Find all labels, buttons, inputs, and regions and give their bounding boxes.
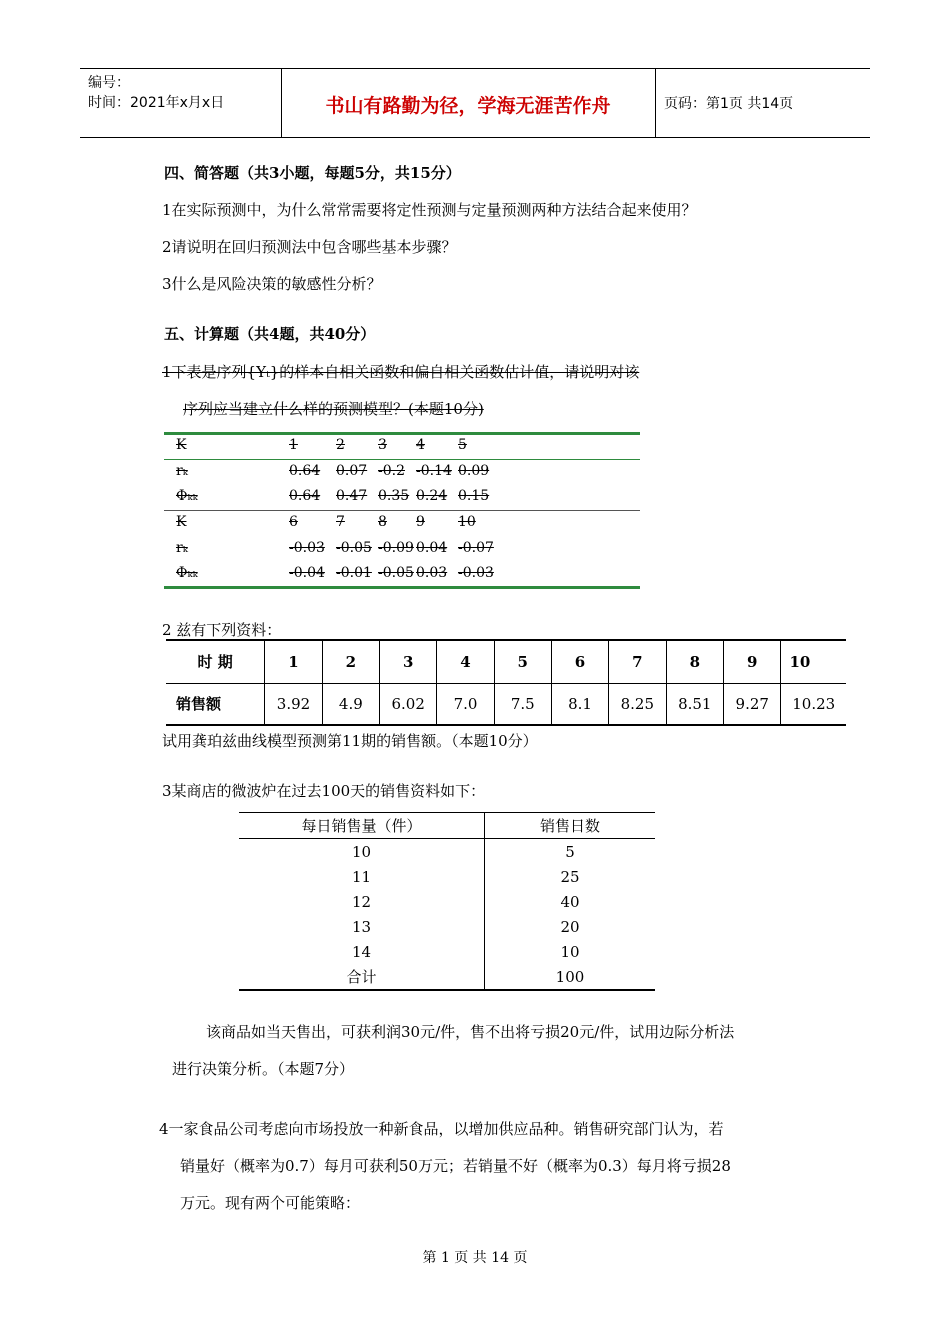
q4-text: 4一家食品公司考虑向市场投放一种新食品，以增加供应品种。销售研究部门认为，若 bbox=[159, 1120, 724, 1138]
row-label: K bbox=[176, 514, 187, 530]
period-label: 时 期 bbox=[197, 653, 233, 672]
table-cell: 10 bbox=[458, 514, 476, 530]
table-row bbox=[166, 683, 846, 725]
table-cell: 3 bbox=[378, 437, 387, 453]
table-cell: 10 bbox=[239, 839, 485, 865]
table-cell: 0.03 bbox=[416, 565, 448, 581]
q4-text: 销量好（概率为0.7）每月可获利50万元；若销量不好（概率为0.3）每月将亏损28 bbox=[180, 1157, 731, 1175]
q4-text: 万元。现有两个可能策略： bbox=[180, 1194, 361, 1212]
table-cell: 1 bbox=[289, 437, 298, 453]
table-rule bbox=[164, 510, 640, 511]
period-cell: 9 bbox=[724, 640, 781, 683]
table-cell: 5 bbox=[565, 842, 575, 861]
table-cell: -0.09 bbox=[378, 540, 414, 556]
period-cell: 3 bbox=[379, 640, 436, 683]
motto: 书山有路勤为径，学海无涯苦作舟 bbox=[325, 95, 611, 117]
table-cell: 14 bbox=[239, 939, 485, 964]
q3-intro: 3某商店的微波炉在过去100天的销售资料如下： bbox=[162, 782, 486, 800]
q3-text: 该商品如当天售出，可获利润30元/件，售不出将亏损20元/件，试用边际分析法 bbox=[206, 1023, 735, 1041]
q3-table bbox=[239, 812, 655, 991]
sales-cell: 6.02 bbox=[379, 683, 436, 725]
table-cell: 10 bbox=[560, 942, 580, 961]
table-cell: 12 bbox=[239, 889, 485, 914]
table-cell: 0.64 bbox=[289, 488, 321, 504]
period-cell: 4 bbox=[437, 640, 494, 683]
table-cell: -0.05 bbox=[336, 540, 372, 556]
section4-question: 1在实际预测中，为什么常常需要将定性预测与定量预测两种方法结合起来使用？ bbox=[162, 201, 697, 219]
q1-text: 序列应当建立什么样的预测模型？(本题10分) bbox=[183, 400, 484, 418]
table-cell: 0.64 bbox=[289, 463, 321, 479]
period-cell: 5 bbox=[494, 640, 551, 683]
row-label: rₖ bbox=[176, 540, 188, 556]
q2-question: 试用龚珀兹曲线模型预测第11期的销售额。（本题10分） bbox=[162, 732, 538, 750]
table-cell: 合计 bbox=[239, 964, 485, 990]
table-row bbox=[239, 889, 655, 914]
table-row bbox=[239, 839, 655, 865]
period-cell: 8 bbox=[666, 640, 723, 683]
sales-cell: 8.51 bbox=[666, 683, 723, 725]
table-cell: 0.15 bbox=[458, 488, 490, 504]
table-cell: -0.03 bbox=[458, 565, 494, 581]
sales-cell: 8.1 bbox=[551, 683, 608, 725]
page-label: 页码：第1页 共14页 bbox=[664, 96, 794, 112]
table-cell: 4 bbox=[416, 437, 425, 453]
table-row bbox=[239, 864, 655, 889]
table-header: 每日销售量（件） bbox=[239, 813, 485, 839]
table-cell: 11 bbox=[239, 864, 485, 889]
period-cell: 6 bbox=[551, 640, 608, 683]
header-divider bbox=[655, 69, 656, 137]
table-cell: -0.14 bbox=[416, 463, 452, 479]
table-row bbox=[239, 813, 655, 839]
sales-label: 销售额 bbox=[176, 695, 222, 714]
sales-cell: 4.9 bbox=[322, 683, 379, 725]
table-cell: 6 bbox=[289, 514, 298, 530]
table-row bbox=[166, 640, 846, 683]
table-cell: 13 bbox=[239, 914, 485, 939]
sales-cell: 9.27 bbox=[724, 683, 781, 725]
row-label: Φₖₖ bbox=[176, 488, 198, 504]
table-cell: 0.07 bbox=[336, 463, 368, 479]
table-cell: 0.24 bbox=[416, 488, 448, 504]
period-cell: 2 bbox=[322, 640, 379, 683]
sales-cell: 7.0 bbox=[437, 683, 494, 725]
row-label: Φₖₖ bbox=[176, 565, 198, 581]
number-label: 编号： bbox=[88, 75, 130, 91]
section4-question: 3什么是风险决策的敏感性分析？ bbox=[162, 275, 382, 293]
sales-cell: 8.25 bbox=[609, 683, 666, 725]
table-cell: 25 bbox=[560, 867, 580, 886]
table-cell: -0.03 bbox=[289, 540, 325, 556]
q2-table bbox=[166, 639, 846, 726]
section5-title: 五、计算题（共4题，共40分） bbox=[164, 325, 376, 343]
table-row bbox=[239, 914, 655, 939]
q3-text: 进行决策分析。（本题7分） bbox=[172, 1060, 355, 1078]
table-cell: 7 bbox=[336, 514, 345, 530]
table-rule bbox=[164, 586, 640, 589]
table-cell: 20 bbox=[560, 917, 580, 936]
q2-intro: 2 兹有下列资料： bbox=[162, 621, 282, 639]
table-row bbox=[239, 964, 655, 990]
table-row bbox=[239, 939, 655, 964]
period-cell: 7 bbox=[609, 640, 666, 683]
table-cell: -0.01 bbox=[336, 565, 372, 581]
table-cell: -0.05 bbox=[378, 565, 414, 581]
table-cell: -0.07 bbox=[458, 540, 494, 556]
table-cell: 40 bbox=[560, 892, 580, 911]
section4-question: 2请说明在回归预测法中包含哪些基本步骤？ bbox=[162, 238, 457, 256]
table-rule bbox=[164, 432, 640, 435]
sales-cell: 7.5 bbox=[494, 683, 551, 725]
table-cell: 100 bbox=[555, 967, 585, 986]
table-cell: 0.09 bbox=[458, 463, 490, 479]
sales-cell: 3.92 bbox=[265, 683, 322, 725]
table-cell: 9 bbox=[416, 514, 425, 530]
sales-cell: 10.23 bbox=[781, 683, 846, 725]
period-cell: 10 bbox=[781, 640, 846, 683]
table-cell: 0.35 bbox=[378, 488, 410, 504]
table-header: 销售日数 bbox=[539, 817, 600, 835]
period-cell: 1 bbox=[265, 640, 322, 683]
page-header bbox=[80, 68, 870, 138]
page-footer: 第 1 页 共 14 页 bbox=[422, 1250, 528, 1266]
row-label: rₖ bbox=[176, 463, 188, 479]
q1-text: 1下表是序列{Yₜ}的样本自相关函数和偏自相关函数估计值，请说明对该 bbox=[162, 363, 640, 381]
table-cell: -0.2 bbox=[378, 463, 405, 479]
row-label: K bbox=[176, 437, 187, 453]
table-rule bbox=[164, 459, 640, 460]
table-cell: 0.04 bbox=[416, 540, 448, 556]
table-cell: 2 bbox=[336, 437, 345, 453]
table-cell: -0.04 bbox=[289, 565, 325, 581]
section4-title: 四、简答题（共3小题，每题5分，共15分） bbox=[164, 164, 461, 182]
table-cell: 8 bbox=[378, 514, 387, 530]
table-cell: 0.47 bbox=[336, 488, 368, 504]
header-left bbox=[88, 73, 224, 113]
date-label: 时间：2021年x月x日 bbox=[88, 95, 225, 111]
table-cell: 5 bbox=[458, 437, 467, 453]
